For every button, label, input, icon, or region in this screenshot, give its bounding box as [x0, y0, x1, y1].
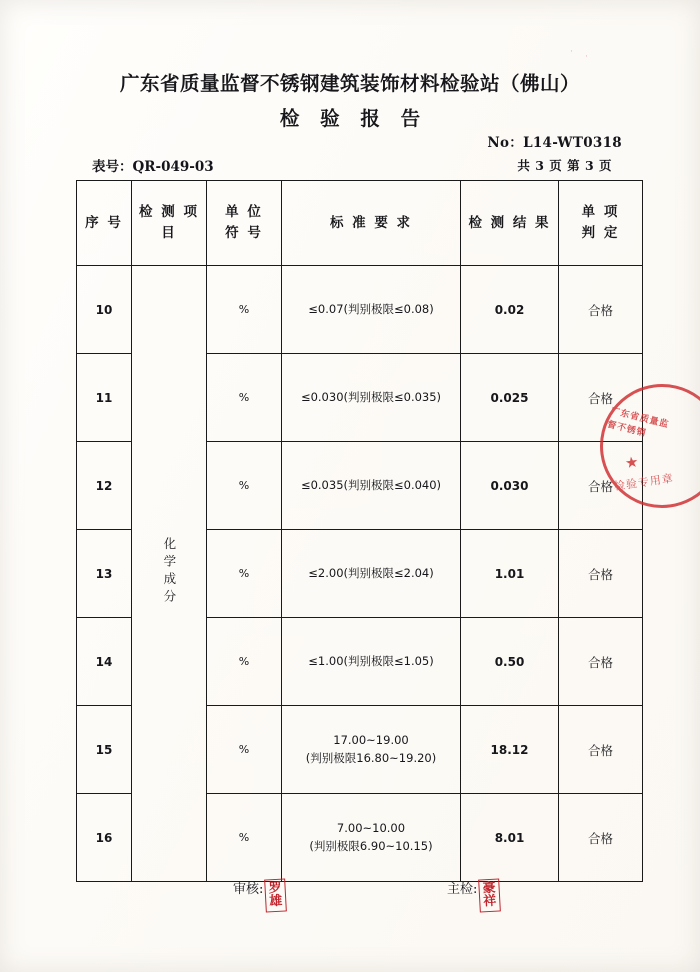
document-title-block [0, 68, 700, 131]
table-row [77, 266, 643, 354]
cell-requirement [282, 706, 461, 794]
cell-seq: 11 [77, 354, 132, 442]
reviewer-signature-stamp [265, 878, 288, 912]
header-unit-line2: 符 号 [225, 225, 263, 241]
cell-unit: % [207, 530, 282, 618]
cell-requirement [282, 442, 461, 530]
header-requirement: 标 准 要 求 [282, 181, 461, 266]
seal-outer-text: 广东省质量监督不锈钢 [606, 406, 671, 439]
reviewer-signature-char1: 罗 [268, 880, 283, 897]
cell-requirement [282, 354, 461, 442]
page-subtitle: 检 验 报 告 [279, 107, 428, 130]
chief-signature-char2: 祥 [483, 893, 498, 910]
cell-seq: 10 [77, 266, 132, 354]
chief-signature-block [447, 878, 500, 912]
cell-unit: % [207, 442, 282, 530]
ink-mark-2: · [585, 52, 588, 62]
seal-star-icon: ★ [623, 452, 640, 473]
cell-requirement-main: ≤0.07(判别极限≤0.08) [308, 301, 434, 316]
chief-label: 主检: [447, 882, 478, 897]
cell-unit: % [207, 794, 282, 882]
cell-seq: 12 [77, 442, 132, 530]
form-number: 表号：QR-049-03 [92, 159, 214, 175]
header-unit [207, 181, 282, 266]
cell-result: 0.025 [461, 354, 559, 442]
cell-judge: 合格 [559, 530, 643, 618]
header-result: 检 测 结 果 [461, 181, 559, 266]
header-judge-line1: 单 项 [581, 204, 620, 221]
cell-result: 8.01 [461, 794, 559, 882]
cell-seq: 13 [77, 530, 132, 618]
reviewer-signature-block [233, 878, 286, 912]
cell-requirement-main: ≤1.00(判别极限≤1.05) [308, 653, 434, 668]
cell-requirement-sub: (判别极限6.90~10.15) [309, 838, 433, 853]
ink-mark-1: · [570, 47, 573, 57]
seal-inner-text: 检验专用章 [613, 471, 675, 493]
header-unit-line1: 单 位 [225, 204, 263, 221]
cell-requirement [282, 618, 461, 706]
cell-seq: 16 [77, 794, 132, 882]
inspection-results-table [76, 180, 643, 882]
table-header-row [77, 181, 643, 266]
cell-judge: 合格 [559, 266, 643, 354]
cell-unit: % [207, 354, 282, 442]
cell-unit: % [207, 618, 282, 706]
header-item: 检 测 项 目 [132, 181, 207, 266]
cell-result: 0.02 [461, 266, 559, 354]
cell-requirement-main: ≤0.030(判别极限≤0.035) [300, 389, 442, 404]
page-title: 广东省质量监督不锈钢建筑装饰材料检验站（佛山） [119, 72, 580, 95]
header-judge [559, 181, 643, 266]
cell-requirement [282, 794, 461, 882]
cell-judge: 合格 [559, 794, 643, 882]
cell-result: 0.50 [461, 618, 559, 706]
cell-unit: % [207, 266, 282, 354]
cell-result: 1.01 [461, 530, 559, 618]
cell-requirement-main: ≤2.00(判别极限≤2.04) [308, 565, 434, 580]
cell-requirement-main: 7.00~10.00 [336, 820, 406, 835]
cell-judge: 合格 [559, 442, 643, 530]
cell-unit: % [207, 706, 282, 794]
cell-item-group [132, 266, 207, 882]
cell-seq: 14 [77, 618, 132, 706]
cell-requirement-main: ≤0.035(判别极限≤0.040) [300, 477, 442, 492]
cell-requirement [282, 530, 461, 618]
page-number: 共 3 页 第 3 页 [517, 158, 612, 173]
cell-result: 0.030 [461, 442, 559, 530]
cell-requirement [282, 266, 461, 354]
chief-signature-char1: 豪 [482, 880, 497, 897]
cell-requirement-sub: (判别极限16.80~19.20) [305, 750, 437, 765]
header-judge-line2: 判 定 [581, 225, 620, 241]
cell-item-group-label: 化学成分 [161, 537, 177, 607]
cell-judge: 合格 [559, 618, 643, 706]
cell-judge: 合格 [559, 354, 643, 442]
header-seq: 序 号 [77, 181, 132, 266]
cell-result: 18.12 [461, 706, 559, 794]
chief-signature-stamp [479, 878, 502, 912]
reviewer-signature-char2: 雄 [269, 893, 284, 910]
report-number: No：L14-WT0318 [487, 135, 622, 151]
cell-judge: 合格 [559, 706, 643, 794]
cell-seq: 15 [77, 706, 132, 794]
reviewer-label: 审核: [233, 882, 264, 897]
cell-requirement-main: 17.00~19.00 [333, 732, 409, 747]
